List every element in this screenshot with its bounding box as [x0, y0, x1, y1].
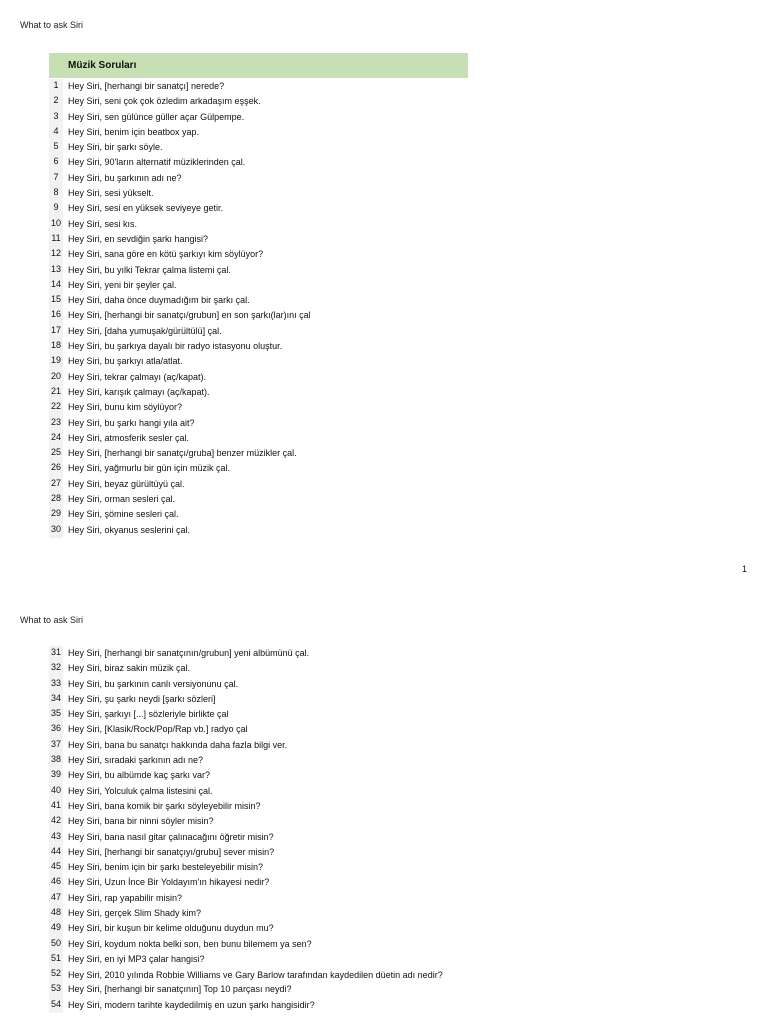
question-number: 54: [49, 998, 63, 1013]
question-row: [49, 461, 469, 476]
question-number: 51: [49, 952, 63, 967]
question-row: [49, 477, 469, 492]
question-text: Hey Siri, sesi en yüksek seviyeye getir.: [68, 203, 224, 214]
question-number: 39: [49, 768, 63, 783]
question-text: Hey Siri, 2010 yılında Robbie Williams ve Gary Barlow tarafından kaydedilen düetin adı nedir?: [68, 970, 443, 981]
question-row: [49, 799, 469, 814]
question-number: 43: [49, 830, 63, 845]
question-number: 42: [49, 814, 63, 829]
question-text: Hey Siri, [herhangi bir sanatçının/grubun] yeni albümünü çal.: [68, 648, 310, 658]
question-row: [49, 707, 469, 722]
question-row: [49, 385, 469, 400]
question-number: 14: [49, 278, 63, 293]
question-text: Hey Siri, bana bir ninni söyler misin?: [68, 816, 214, 827]
question-row: [49, 370, 469, 385]
question-number: 32: [49, 661, 63, 676]
question-row: [49, 217, 469, 232]
question-text: Hey Siri, [herhangi bir sanatçıyı/grubu] sever misin?: [68, 846, 275, 857]
question-row: [49, 201, 469, 216]
question-text: Hey Siri, [herhangi bir sanatçı] nerede?: [68, 81, 225, 91]
question-number: 29: [49, 507, 63, 522]
question-row: [49, 738, 469, 753]
question-number: 24: [49, 431, 63, 446]
question-text: Hey Siri, [Klasik/Rock/Pop/Rap vb.] radyo çal: [68, 724, 248, 735]
question-text: Hey Siri, sıradaki şarkının adı ne?: [68, 755, 204, 766]
question-number: 30: [49, 523, 63, 538]
question-number: 18: [49, 339, 63, 354]
question-number: 3: [49, 110, 63, 125]
question-row: [49, 523, 469, 538]
question-row: [49, 507, 469, 522]
question-text: Hey Siri, bu şarkının adı ne?: [68, 172, 182, 183]
question-row: [49, 155, 469, 170]
question-text: Hey Siri, bu şarkıyı atla/atlat.: [68, 356, 183, 367]
question-number: 44: [49, 845, 63, 860]
question-number: 45: [49, 860, 63, 875]
question-row: [49, 891, 469, 906]
question-number: 37: [49, 738, 63, 753]
question-text: Hey Siri, Uzun İnce Bir Yoldayım'ın hikayesi nedir?: [68, 877, 270, 888]
question-text: Hey Siri, benim için beatbox yap.: [68, 126, 200, 137]
question-row: [49, 875, 469, 890]
question-text: Hey Siri, daha önce duymadığım bir şarkı çal.: [68, 295, 250, 306]
question-row: [49, 998, 469, 1013]
question-row: [49, 814, 469, 829]
question-row: [49, 232, 469, 247]
question-row: [49, 967, 469, 982]
question-row: [49, 110, 469, 125]
question-text: Hey Siri, bu yılki Tekrar çalma listemi çal.: [68, 264, 231, 275]
page-number: 1: [741, 564, 747, 574]
question-text: Hey Siri, tekrar çalmayı (aç/kapat).: [68, 371, 207, 382]
question-row: [49, 278, 469, 293]
question-number: 5: [49, 140, 63, 155]
question-row: [49, 492, 469, 507]
question-number: 48: [49, 906, 63, 921]
question-text: Hey Siri, bana komik bir şarkı söyleyebilir misin?: [68, 800, 261, 811]
question-text: Hey Siri, bana bu sanatçı hakkında daha fazla bilgi ver.: [68, 739, 288, 750]
question-text: Hey Siri, bana nasıl gitar çalınacağını öğretir misin?: [68, 831, 274, 842]
question-number: 13: [49, 263, 63, 278]
question-text: Hey Siri, biraz sakin müzik çal.: [68, 663, 191, 674]
question-row: [49, 186, 469, 201]
question-row: [49, 79, 469, 94]
question-row: [49, 263, 469, 278]
question-number: 26: [49, 461, 63, 476]
question-row: [49, 293, 469, 308]
document-title: What to ask Siri: [20, 20, 84, 30]
question-number: 9: [49, 201, 63, 216]
question-row: [49, 784, 469, 799]
question-row: [49, 768, 469, 783]
question-text: Hey Siri, en iyi MP3 çalar hangisi?: [68, 953, 205, 964]
question-number: 38: [49, 753, 63, 768]
question-number: 6: [49, 155, 63, 170]
question-row: [49, 354, 469, 369]
question-row: [49, 140, 469, 155]
question-row: [49, 339, 469, 354]
question-number: 19: [49, 354, 63, 369]
question-number: 49: [49, 921, 63, 936]
question-text: Hey Siri, bu şarkıya dayalı bir radyo istasyonu oluştur.: [68, 341, 283, 352]
question-text: Hey Siri, sesi kıs.: [68, 218, 138, 229]
question-text: Hey Siri, gerçek Slim Shady kim?: [68, 908, 202, 919]
question-number: 40: [49, 784, 63, 799]
question-list-page-2: [49, 646, 469, 1013]
question-number: 36: [49, 722, 63, 737]
question-number: 28: [49, 492, 63, 507]
question-row: [49, 860, 469, 875]
question-text: Hey Siri, koydum nokta belki son, ben bunu bilemem ya sen?: [68, 938, 312, 949]
question-row: [49, 171, 469, 186]
question-text: Hey Siri, şarkıyı [...] sözleriyle birlikte çal: [68, 709, 229, 720]
question-row: [49, 906, 469, 921]
question-list-page-1: [49, 79, 469, 538]
question-number: 47: [49, 891, 63, 906]
question-number: 4: [49, 125, 63, 140]
question-text: Hey Siri, [herhangi bir sanatçı/gruba] benzer müzikler çal.: [68, 448, 297, 459]
question-row: [49, 753, 469, 768]
question-text: Hey Siri, [herhangi bir sanatçı/grubun] en son şarkı(lar)ını çal: [68, 310, 311, 321]
question-number: 1: [49, 79, 63, 94]
question-row: [49, 125, 469, 140]
question-text: Hey Siri, beyaz gürültüyü çal.: [68, 478, 185, 489]
question-row: [49, 921, 469, 936]
question-text: Hey Siri, bu albümde kaç şarkı var?: [68, 770, 211, 781]
question-number: 23: [49, 416, 63, 431]
question-text: Hey Siri, yeni bir şeyler çal.: [68, 279, 177, 290]
question-row: [49, 830, 469, 845]
question-row: [49, 247, 469, 262]
question-number: 17: [49, 324, 63, 339]
question-text: Hey Siri, en sevdiğin şarkı hangisi?: [68, 233, 209, 244]
question-number: 27: [49, 477, 63, 492]
question-number: 10: [49, 217, 63, 232]
question-number: 52: [49, 967, 63, 982]
question-row: [49, 94, 469, 109]
question-text: Hey Siri, karışık çalmayı (aç/kapat).: [68, 386, 210, 397]
question-number: 16: [49, 308, 63, 323]
question-row: [49, 400, 469, 415]
question-row: [49, 446, 469, 461]
question-text: Hey Siri, [daha yumuşak/gürültülü] çal.: [68, 325, 222, 336]
question-number: 8: [49, 186, 63, 201]
question-number: 15: [49, 293, 63, 308]
question-number: 31: [49, 646, 63, 661]
question-text: Hey Siri, sesi yükselt.: [68, 188, 154, 199]
question-number: 41: [49, 799, 63, 814]
question-number: 53: [49, 982, 63, 997]
question-text: Hey Siri, bu şarkının canlı versiyonunu çal.: [68, 678, 239, 689]
question-row: [49, 324, 469, 339]
question-text: Hey Siri, şömine sesleri çal.: [68, 509, 179, 520]
question-text: Hey Siri, rap yapabilir misin?: [68, 892, 183, 903]
question-text: Hey Siri, sana göre en kötü şarkıyı kim söylüyor?: [68, 249, 264, 260]
question-text: Hey Siri, modern tarihte kaydedilmiş en uzun şarkı hangisidir?: [68, 999, 315, 1010]
question-number: 33: [49, 677, 63, 692]
question-text: Hey Siri, [herhangi bir sanatçının] Top 10 parçası neydi?: [68, 984, 292, 995]
question-row: [49, 308, 469, 323]
question-number: 7: [49, 171, 63, 186]
question-number: 21: [49, 385, 63, 400]
question-number: 12: [49, 247, 63, 262]
question-number: 46: [49, 875, 63, 890]
question-text: Hey Siri, okyanus seslerini çal.: [68, 524, 191, 535]
question-row: [49, 722, 469, 737]
question-row: [49, 692, 469, 707]
question-text: Hey Siri, benim için bir şarkı besteleyebilir misin?: [68, 862, 264, 873]
question-number: 2: [49, 94, 63, 109]
question-text: Hey Siri, şu şarkı neydi [şarkı sözleri]: [68, 693, 216, 704]
question-text: Hey Siri, sen gülünce güller açar Gülpempe.: [68, 111, 245, 122]
question-text: Hey Siri, yağmurlu bir gün için müzik çal.: [68, 463, 231, 474]
question-row: [49, 646, 469, 661]
document-title-page-2: What to ask Siri: [20, 615, 84, 625]
question-number: 22: [49, 400, 63, 415]
question-text: Hey Siri, seni çok çok özledim arkadaşım eşşek.: [68, 96, 261, 107]
question-row: [49, 982, 469, 997]
question-text: Hey Siri, 90'ların alternatif müziklerinden çal.: [68, 157, 246, 168]
question-row: [49, 952, 469, 967]
question-text: Hey Siri, orman sesleri çal.: [68, 494, 176, 505]
question-text: Hey Siri, bunu kim söylüyor?: [68, 402, 183, 413]
question-text: Hey Siri, atmosferik sesler çal.: [68, 432, 190, 443]
question-text: Hey Siri, bir kuşun bir kelime olduğunu duydun mu?: [68, 923, 274, 934]
question-text: Hey Siri, Yolculuk çalma listesini çal.: [68, 785, 213, 796]
question-row: [49, 677, 469, 692]
question-row: [49, 431, 469, 446]
question-row: [49, 937, 469, 952]
question-row: [49, 416, 469, 431]
section-header: Müzik Soruları: [49, 53, 468, 78]
question-number: 50: [49, 937, 63, 952]
question-row: [49, 661, 469, 676]
question-number: 11: [49, 232, 63, 247]
question-row: [49, 845, 469, 860]
question-number: 34: [49, 692, 63, 707]
question-number: 35: [49, 707, 63, 722]
question-number: 25: [49, 446, 63, 461]
question-text: Hey Siri, bir şarkı söyle.: [68, 142, 163, 153]
question-number: 20: [49, 370, 63, 385]
question-text: Hey Siri, bu şarkı hangi yıla ait?: [68, 417, 195, 428]
